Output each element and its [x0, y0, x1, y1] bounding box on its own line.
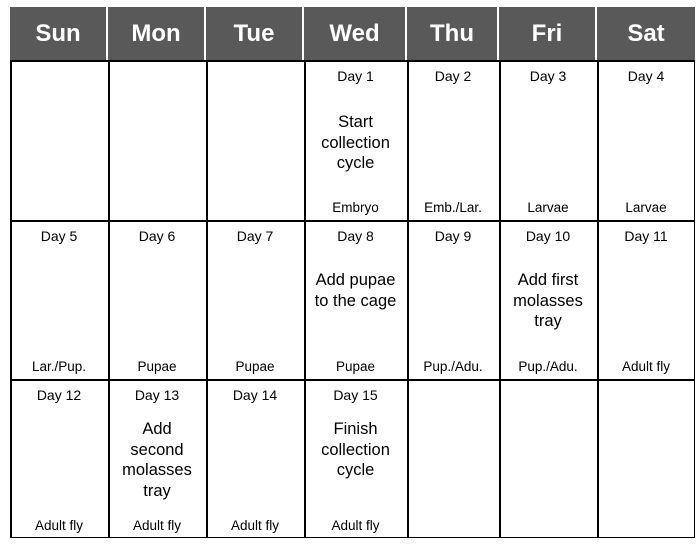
- stage-label: Embryo: [332, 200, 379, 215]
- day-cell: [304, 379, 407, 538]
- stage-label: Larvae: [625, 200, 667, 215]
- day-number: Day 8: [337, 228, 374, 244]
- event-label: Add pupae to the cage: [314, 271, 397, 310]
- day-cell: [407, 379, 499, 538]
- stage-label: Adult fly: [331, 518, 380, 533]
- day-cell: [108, 60, 206, 220]
- day-cell: [206, 60, 304, 220]
- weekday-header-mon: Mon: [108, 7, 206, 60]
- stage-label: Adult fly: [230, 518, 280, 533]
- stage-label: Lar./Pup.: [31, 359, 87, 374]
- grid-line-vertical: [304, 60, 306, 538]
- stage-label: Pup./Adu.: [518, 359, 578, 374]
- grid-line-horizontal: [10, 220, 695, 222]
- stage-label: Adult fly: [34, 518, 84, 533]
- grid-line-vertical: [694, 60, 696, 538]
- stage-label: Pupae: [235, 359, 275, 374]
- event-label: Finish collection cycle: [321, 420, 390, 479]
- day-cell: [304, 220, 407, 379]
- stage-label: Pupae: [137, 359, 177, 374]
- day-cell: [597, 220, 695, 379]
- stage-label: Emb./Lar.: [424, 200, 482, 215]
- day-cell: [499, 379, 597, 538]
- weekday-header-wed: Wed: [304, 7, 407, 60]
- calendar: [10, 7, 695, 539]
- day-cell: [407, 60, 499, 220]
- day-number: Day 12: [36, 387, 82, 403]
- event-label: Start collection cycle: [321, 113, 390, 172]
- day-number: Day 10: [525, 228, 571, 244]
- grid-line-vertical: [10, 60, 12, 538]
- day-number: Day 11: [624, 228, 668, 244]
- day-cell: [499, 220, 597, 379]
- day-number: Day 2: [434, 68, 472, 84]
- day-number: Day 13: [134, 387, 180, 403]
- day-number: Day 14: [232, 387, 278, 403]
- day-number: Day 7: [236, 228, 274, 244]
- grid-line-horizontal: [10, 60, 695, 62]
- day-cell: [597, 379, 695, 538]
- grid-line-vertical: [499, 60, 501, 538]
- day-number: Day 1: [337, 68, 374, 84]
- stage-label: Larvae: [527, 200, 569, 215]
- day-number: Day 9: [434, 228, 472, 244]
- weekday-header-tue: Tue: [206, 7, 304, 60]
- day-number: Day 4: [627, 68, 665, 84]
- event-label: Add first molasses tray: [513, 271, 583, 330]
- grid-line-vertical: [597, 60, 599, 538]
- event-label: Add second molasses tray: [122, 420, 192, 500]
- weekday-header-sat: Sat: [597, 7, 695, 60]
- day-cell: [206, 220, 304, 379]
- day-number: Day 15: [333, 387, 378, 403]
- day-cell: [597, 60, 695, 220]
- day-cell: [10, 60, 108, 220]
- day-cell: [499, 60, 597, 220]
- grid-line-horizontal: [10, 379, 695, 381]
- grid-line-horizontal: [10, 537, 695, 539]
- day-cell: [10, 379, 108, 538]
- day-cell: [304, 60, 407, 220]
- day-cell: [10, 220, 108, 379]
- day-cell: [407, 220, 499, 379]
- weekday-header-fri: Fri: [499, 7, 597, 60]
- grid-line-vertical: [108, 60, 110, 538]
- grid-line-vertical: [407, 60, 409, 538]
- day-number: Day 6: [138, 228, 176, 244]
- weekday-header-thu: Thu: [407, 7, 499, 60]
- day-cell: [206, 379, 304, 538]
- day-cell: [108, 220, 206, 379]
- day-number: Day 5: [40, 228, 78, 244]
- day-number: Day 3: [529, 68, 567, 84]
- stage-label: Adult fly: [132, 518, 182, 533]
- weekday-header-sun: Sun: [10, 7, 108, 60]
- stage-label: Pupae: [335, 359, 376, 374]
- stage-label: Pup./Adu.: [423, 359, 483, 374]
- grid-line-vertical: [206, 60, 208, 538]
- day-cell: [108, 379, 206, 538]
- stage-label: Adult fly: [621, 359, 671, 374]
